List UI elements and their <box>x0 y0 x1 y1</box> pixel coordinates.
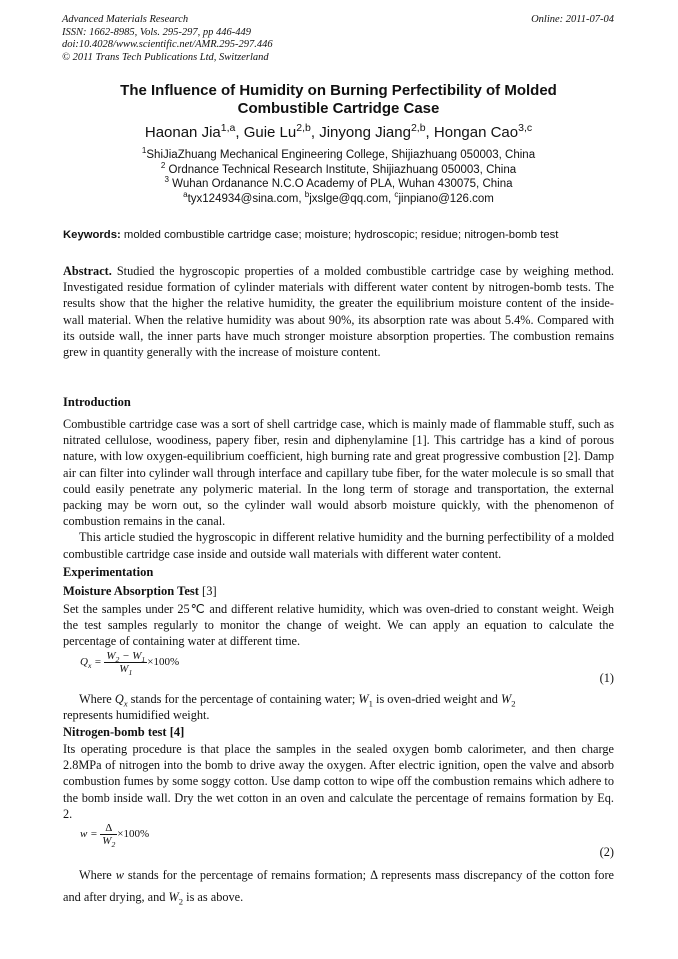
copyright-line: © 2011 Trans Tech Publications Ltd, Switzerland <box>62 51 269 63</box>
equation-1: $Q_x$ = $\frac{W_2 - W_1}{W_1}$ ×100% <box>80 650 180 678</box>
nitrogen-bomb-body <box>63 741 614 822</box>
journal-name: Advanced Materials Research <box>62 14 189 25</box>
section-heading-experimentation: Experimentation <box>63 565 154 579</box>
paragraph: This article studied the hygroscopic in different relative humidity and the burning perfectibility of a molded combustible cartridge case inside and outside wall materials with different water content. <box>63 530 614 561</box>
doi-line[interactable]: doi:10.4028/www.scientific.net/AMR.295-297.446 <box>62 39 273 50</box>
where-text-1: Where $Q_x$ stands for the percentage of containing water; $W_1$ is oven-dried weight and $W_2$ represents humidified weight. <box>63 692 516 723</box>
affiliation: $^1$ShiJiaZhuang Mechanical Engineering College, Shijiazhuang 050003, China <box>141 146 536 161</box>
where-text-2: Where w stands for the percentage of remains formation; Δ represents mass discrepancy of the cotton fore and after drying, and $W_2$ is as above. <box>63 868 614 907</box>
author: Haonan Jia$^{1,a}$ <box>144 122 236 141</box>
moisture-test-body <box>63 601 614 650</box>
paragraph: Combustible cartridge case was a sort of shell cartridge case, which is mainly made of flammable stuff, such as nitrated cellulose, woodiness, papery fiber, resin and diphenylamine [1]. This cartridge has a kind of porous nature, with low oxygen-equilibrium coefficient, high burning rate and great progressive combustion [2]. Damp air can filter into cylinder wall through interface and capillary tube fiber, for the water molecule is so small that could easily penetrate any polymeric material. In the long term of storage and transportation, the external packing may be worn out, so the cylinder wall would absorb moisture quickly, with the phenomenon of combustion remains in the canal. <box>63 417 614 529</box>
keywords: Keywords: molded combustible cartridge case; moisture; hydroscopic; residue; nitrogen-bomb test <box>63 229 559 241</box>
journal-header <box>62 14 273 64</box>
issn-line: ISSN: 1662-8985, Vols. 295-297, pp 446-449 <box>62 26 251 38</box>
online-date: Online: 2011-07-04 <box>531 14 614 25</box>
subsection-heading-nitrogen-bomb: Nitrogen-bomb test [4] <box>63 725 185 739</box>
author: Guie Lu$^{2,b}$ <box>243 122 311 141</box>
author-list: Haonan Jia$^{1,a}$, Guie Lu$^{2,b}$, Jinyong Jiang$^{2,b}$, Hongan Cao$^{3,c}$ <box>144 122 533 141</box>
affiliations <box>63 148 614 206</box>
author: Jinyong Jiang$^{2,b}$ <box>319 122 426 141</box>
equation-2: w = $\frac{\Delta}{W_2}$ ×100% <box>80 822 150 850</box>
paragraph: Set the samples under 25℃ and different relative humidity, which was oven-dried to constant weight. Weigh the test samples regularly to monitor the change of weight. We can apply an equation to calculate the percentage of containing water at different time. <box>63 602 614 649</box>
author: Hongan Cao$^{3,c}$ <box>433 122 533 141</box>
email-list: $^a$tyx124934@sina.com, $^b$jxslge@qq.com, $^c$jinpiano@126.com <box>183 189 494 205</box>
introduction-body <box>63 416 614 562</box>
abstract: Abstract. Studied the hygroscopic properties of a molded combustible cartridge case by weighing method. Investigated residue formation of cylinder materials with different water content by nitrogen-bomb tests. The results show that the higher the relative humidity, the greater the equilibrium moisture content of the inside-wall material. When the relative humidity was about 90%, its absorption rate was about 5.4%. Compared with its outside wall, the inner parts have much stronger moisture absorption properties. The combustion remains grew in quantity generally with the increase of moisture content. <box>63 264 614 360</box>
paper-title: The Influence of Humidity on Burning Perfectibility of Molded Combustible Cartridge Case <box>120 82 557 117</box>
paragraph: Its operating procedure is that place the samples in the sealed oxygen bomb calorimeter, and then charge 2.8MPa of nitrogen into the bomb to drive away the oxygen. After electric ignition, open the valve and absorb combustion fumes by some soggy cotton. Use damp cotton to wipe off the combustion remains which adhere to the bomb inside wall. Dry the wet cotton in an oven and calculate the percentage of remains formation by Eq. 2. <box>63 742 614 821</box>
equation-number-1: (1) <box>599 671 614 685</box>
affiliation: $^3$ Wuhan Ordanance N.C.O Academy of PLA, Wuhan 430075, China <box>164 175 513 191</box>
subsection-heading-moisture: Moisture Absorption Test [3] <box>63 584 217 598</box>
affiliation: $^2$ Ordnance Technical Research Institute, Shijiazhuang 050003, China <box>160 160 517 176</box>
equation-number-2: (2) <box>599 845 614 859</box>
section-heading-introduction: Introduction <box>63 395 131 409</box>
